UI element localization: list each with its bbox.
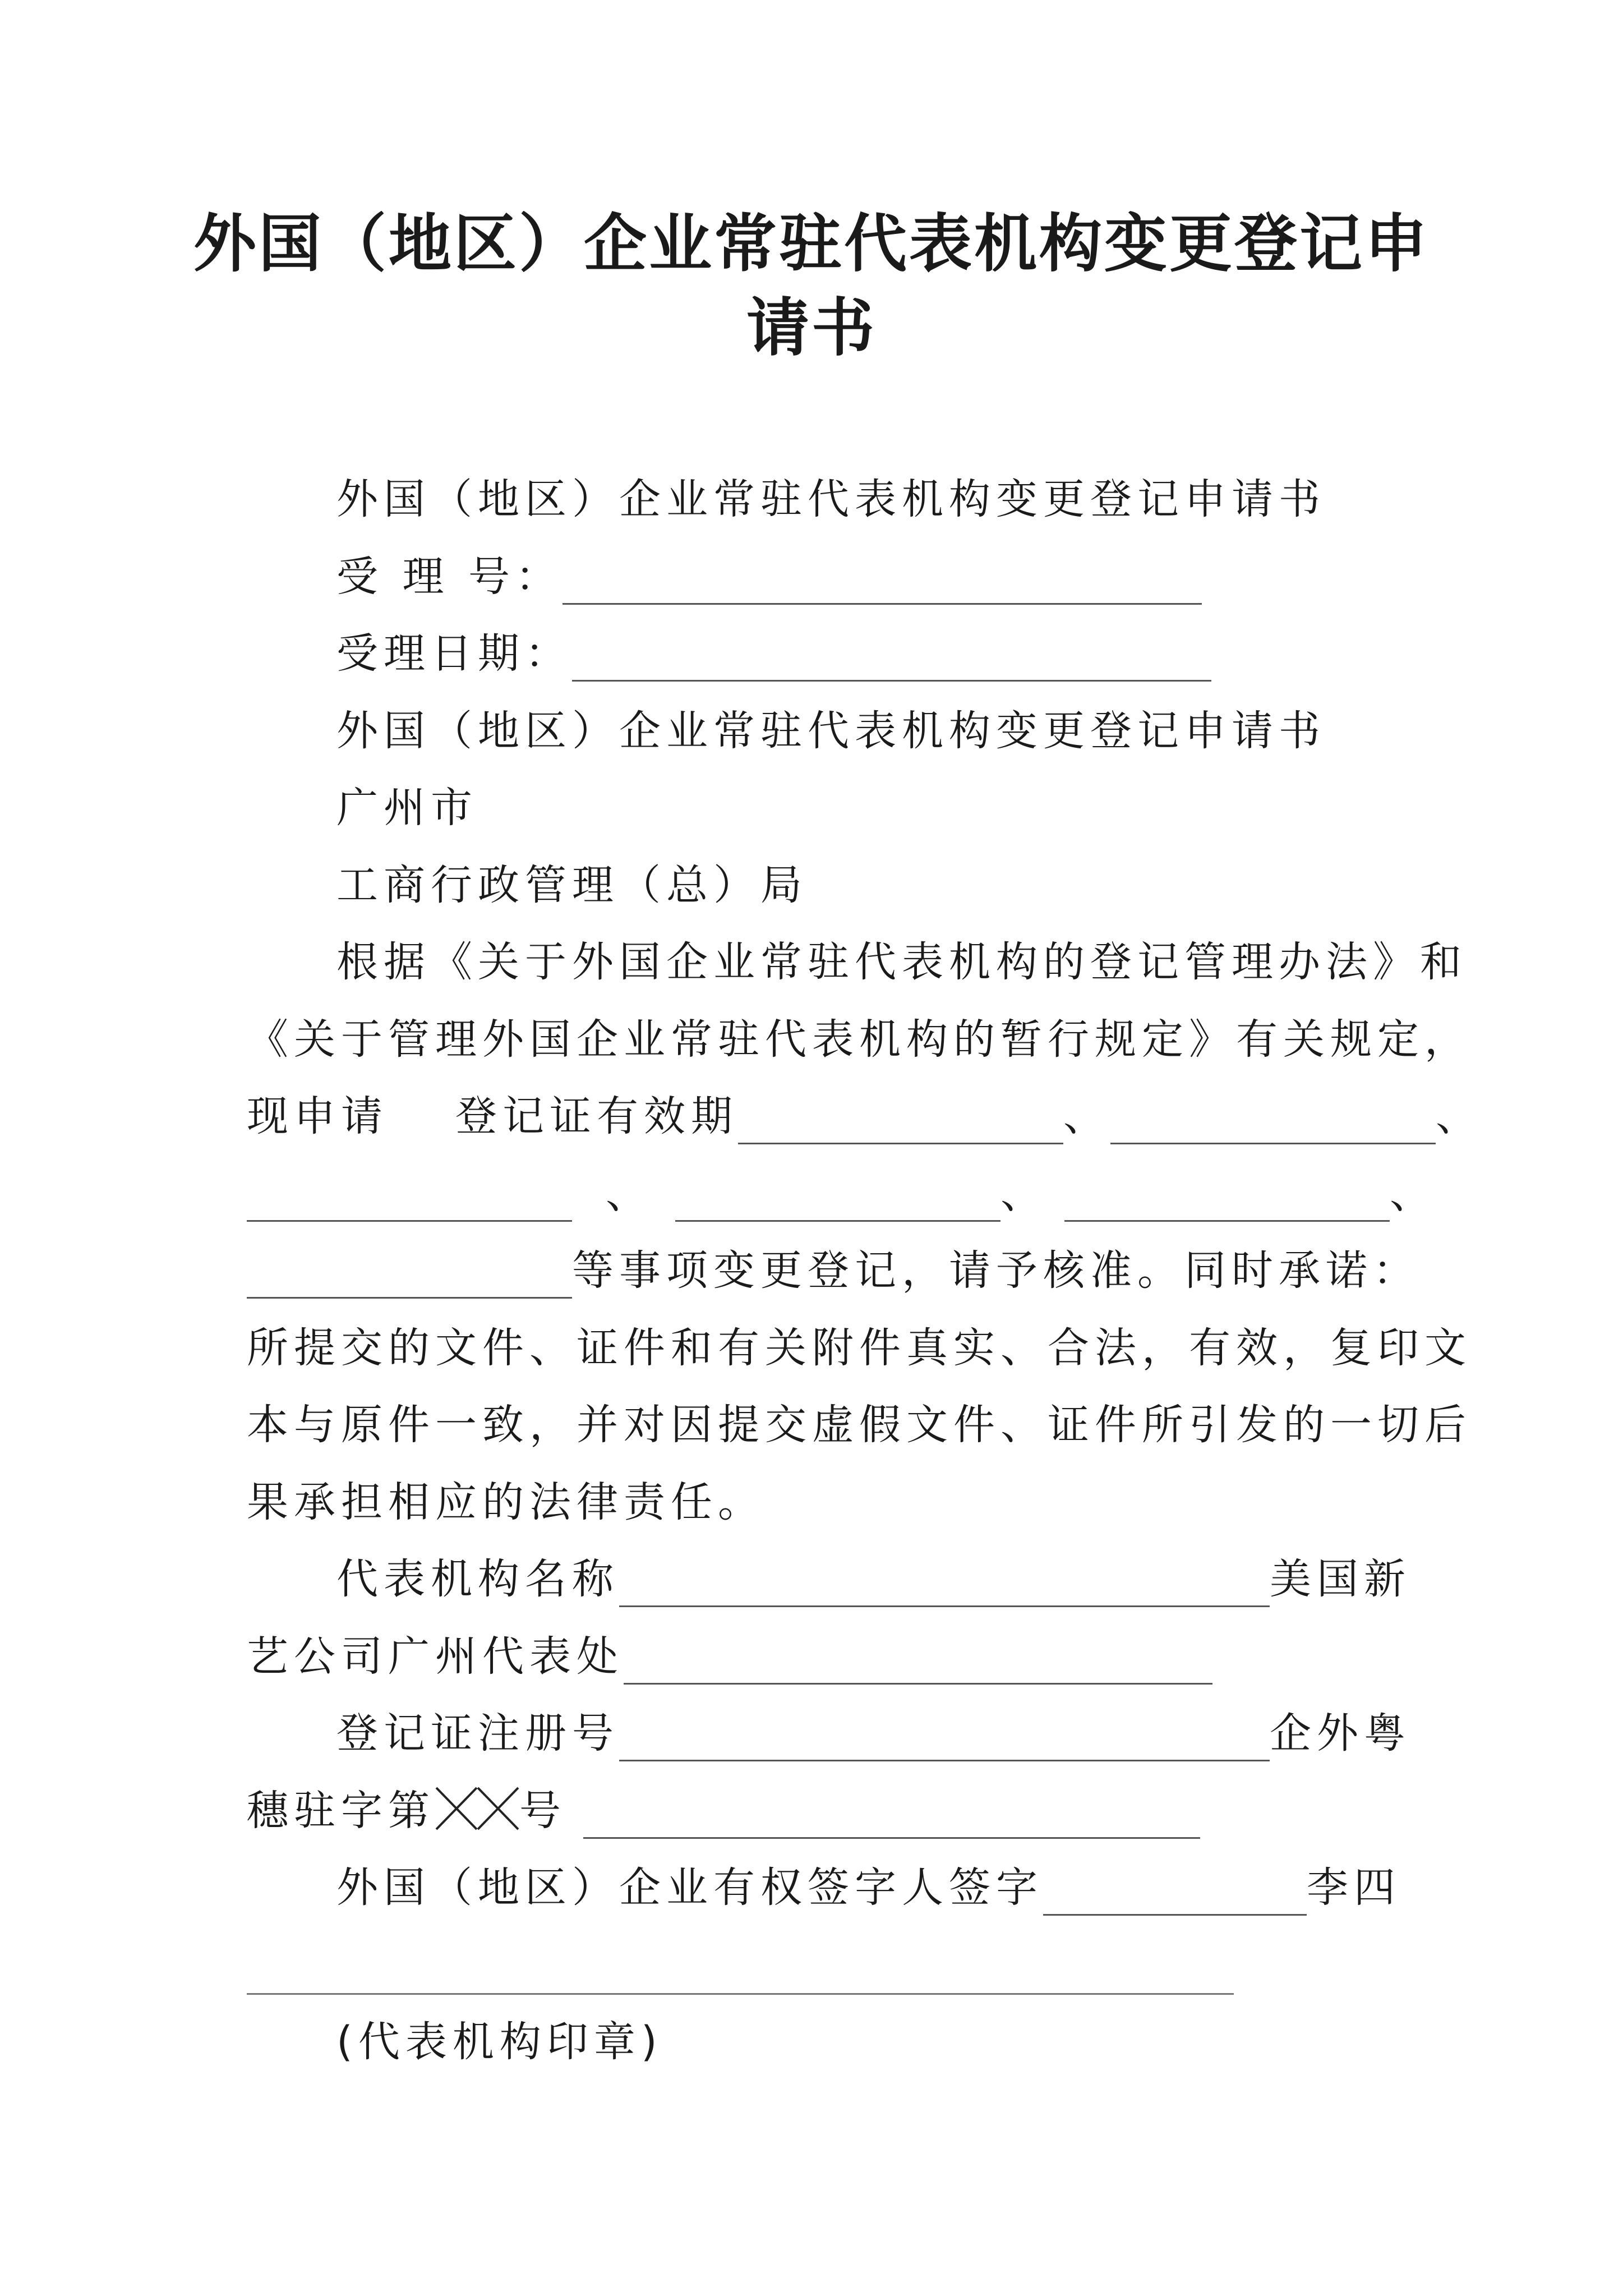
form-name-line: [336, 471, 1326, 527]
paragraph-2-line-2: [247, 1320, 1472, 1376]
org-name-label: 代表机构名称: [336, 1555, 619, 1603]
city: 广州市: [336, 784, 478, 832]
authority: 工商行政管理（总）局: [336, 861, 808, 909]
accept-date-row: [336, 625, 1211, 682]
cross-mark-icon: [435, 1787, 519, 1830]
reg-number-value-a: 企外粤: [1270, 1709, 1411, 1757]
form-name-repeat-line: [336, 703, 1326, 759]
signer-blank[interactable]: [1043, 1869, 1307, 1916]
change-item-blank-5[interactable]: [1064, 1175, 1390, 1222]
paragraph-2-line-4: [247, 1474, 765, 1530]
paragraph-2-text-4: 果承担相应的法律责任。: [247, 1478, 765, 1526]
org-name-blank-2[interactable]: [624, 1638, 1212, 1685]
paragraph-1-line-2: [247, 1011, 1472, 1068]
paragraph-2-text-2: 所提交的文件、证件和有关附件真实、合法，有效，复印文: [247, 1324, 1472, 1372]
org-name-value-a: 美国新: [1270, 1555, 1411, 1603]
reg-number-row: [336, 1705, 1411, 1761]
document-title-line-2: 请书: [746, 291, 877, 365]
separator: 、: [1390, 1170, 1437, 1218]
signer-row: [336, 1860, 1401, 1916]
reg-number-label: 登记证注册号: [336, 1709, 619, 1757]
org-name-value-b: 艺公司广州代表处: [247, 1632, 624, 1681]
change-item-blank-1[interactable]: [738, 1098, 1063, 1144]
accept-date-blank[interactable]: [572, 635, 1211, 682]
change-item-blank-3[interactable]: [247, 1175, 572, 1222]
reg-number-value-b-post: 号: [519, 1787, 566, 1835]
paragraph-2-text-3: 本与原件一致，并对因提交虚假文件、证件所引发的一切后: [247, 1401, 1472, 1449]
change-items-row: [247, 1166, 1437, 1222]
form-name-repeat: 外国（地区）企业常驻代表机构变更登记申请书: [336, 707, 1326, 755]
org-name-continued-row: [247, 1628, 1212, 1685]
change-item-blank-4[interactable]: [675, 1175, 1000, 1222]
reg-number-value-b-pre: 穗驻字第: [247, 1787, 435, 1835]
reg-number-continued-row: [247, 1783, 1200, 1839]
org-name-row: [336, 1551, 1411, 1607]
document-title-line-1: 外国（地区）企业常驻代表机构变更登记申: [193, 207, 1430, 280]
paragraph-2-line-3: [247, 1397, 1472, 1453]
reg-number-blank-2[interactable]: [583, 1792, 1200, 1839]
paragraph-1-text-1: 根据《关于外国企业常驻代表机构的登记管理办法》和: [336, 938, 1467, 986]
signature-rule: [247, 1993, 1234, 1995]
org-name-blank[interactable]: [619, 1561, 1270, 1607]
signer-value: 李四: [1307, 1864, 1401, 1912]
accept-number-row: [336, 549, 1202, 605]
reg-number-blank[interactable]: [619, 1715, 1270, 1761]
separator: 、: [1000, 1170, 1048, 1218]
commit-row: [247, 1243, 1420, 1299]
form-name: 外国（地区）企业常驻代表机构变更登记申请书: [336, 475, 1326, 523]
separator: 、: [1063, 1092, 1110, 1140]
signer-label: 外国（地区）企业有权签字人签字: [336, 1864, 1043, 1912]
apply-row: [247, 1088, 1483, 1144]
seal-label: (代表机构印章): [336, 2018, 663, 2066]
separator: 、: [606, 1170, 653, 1218]
commit-text: 等事项变更登记，请予核准。同时承诺：: [572, 1246, 1420, 1295]
paragraph-1-text-2: 《关于管理外国企业常驻代表机构的暂行规定》有关规定，: [247, 1015, 1472, 1064]
separator: 、: [1436, 1092, 1483, 1140]
validity-label: 登记证有效期: [455, 1092, 738, 1140]
accept-date-label: 受理日期：: [336, 629, 572, 678]
apply-prefix: 现申请: [247, 1092, 388, 1140]
paragraph-1-line-1: [336, 934, 1467, 990]
authority-line: [336, 857, 808, 913]
city-line: [336, 780, 478, 836]
accept-number-blank[interactable]: [562, 558, 1202, 605]
accept-number-label: 受 理 号：: [336, 553, 563, 601]
change-item-blank-6[interactable]: [247, 1252, 572, 1299]
change-item-blank-2[interactable]: [1110, 1098, 1436, 1144]
seal-row: [336, 2014, 663, 2070]
